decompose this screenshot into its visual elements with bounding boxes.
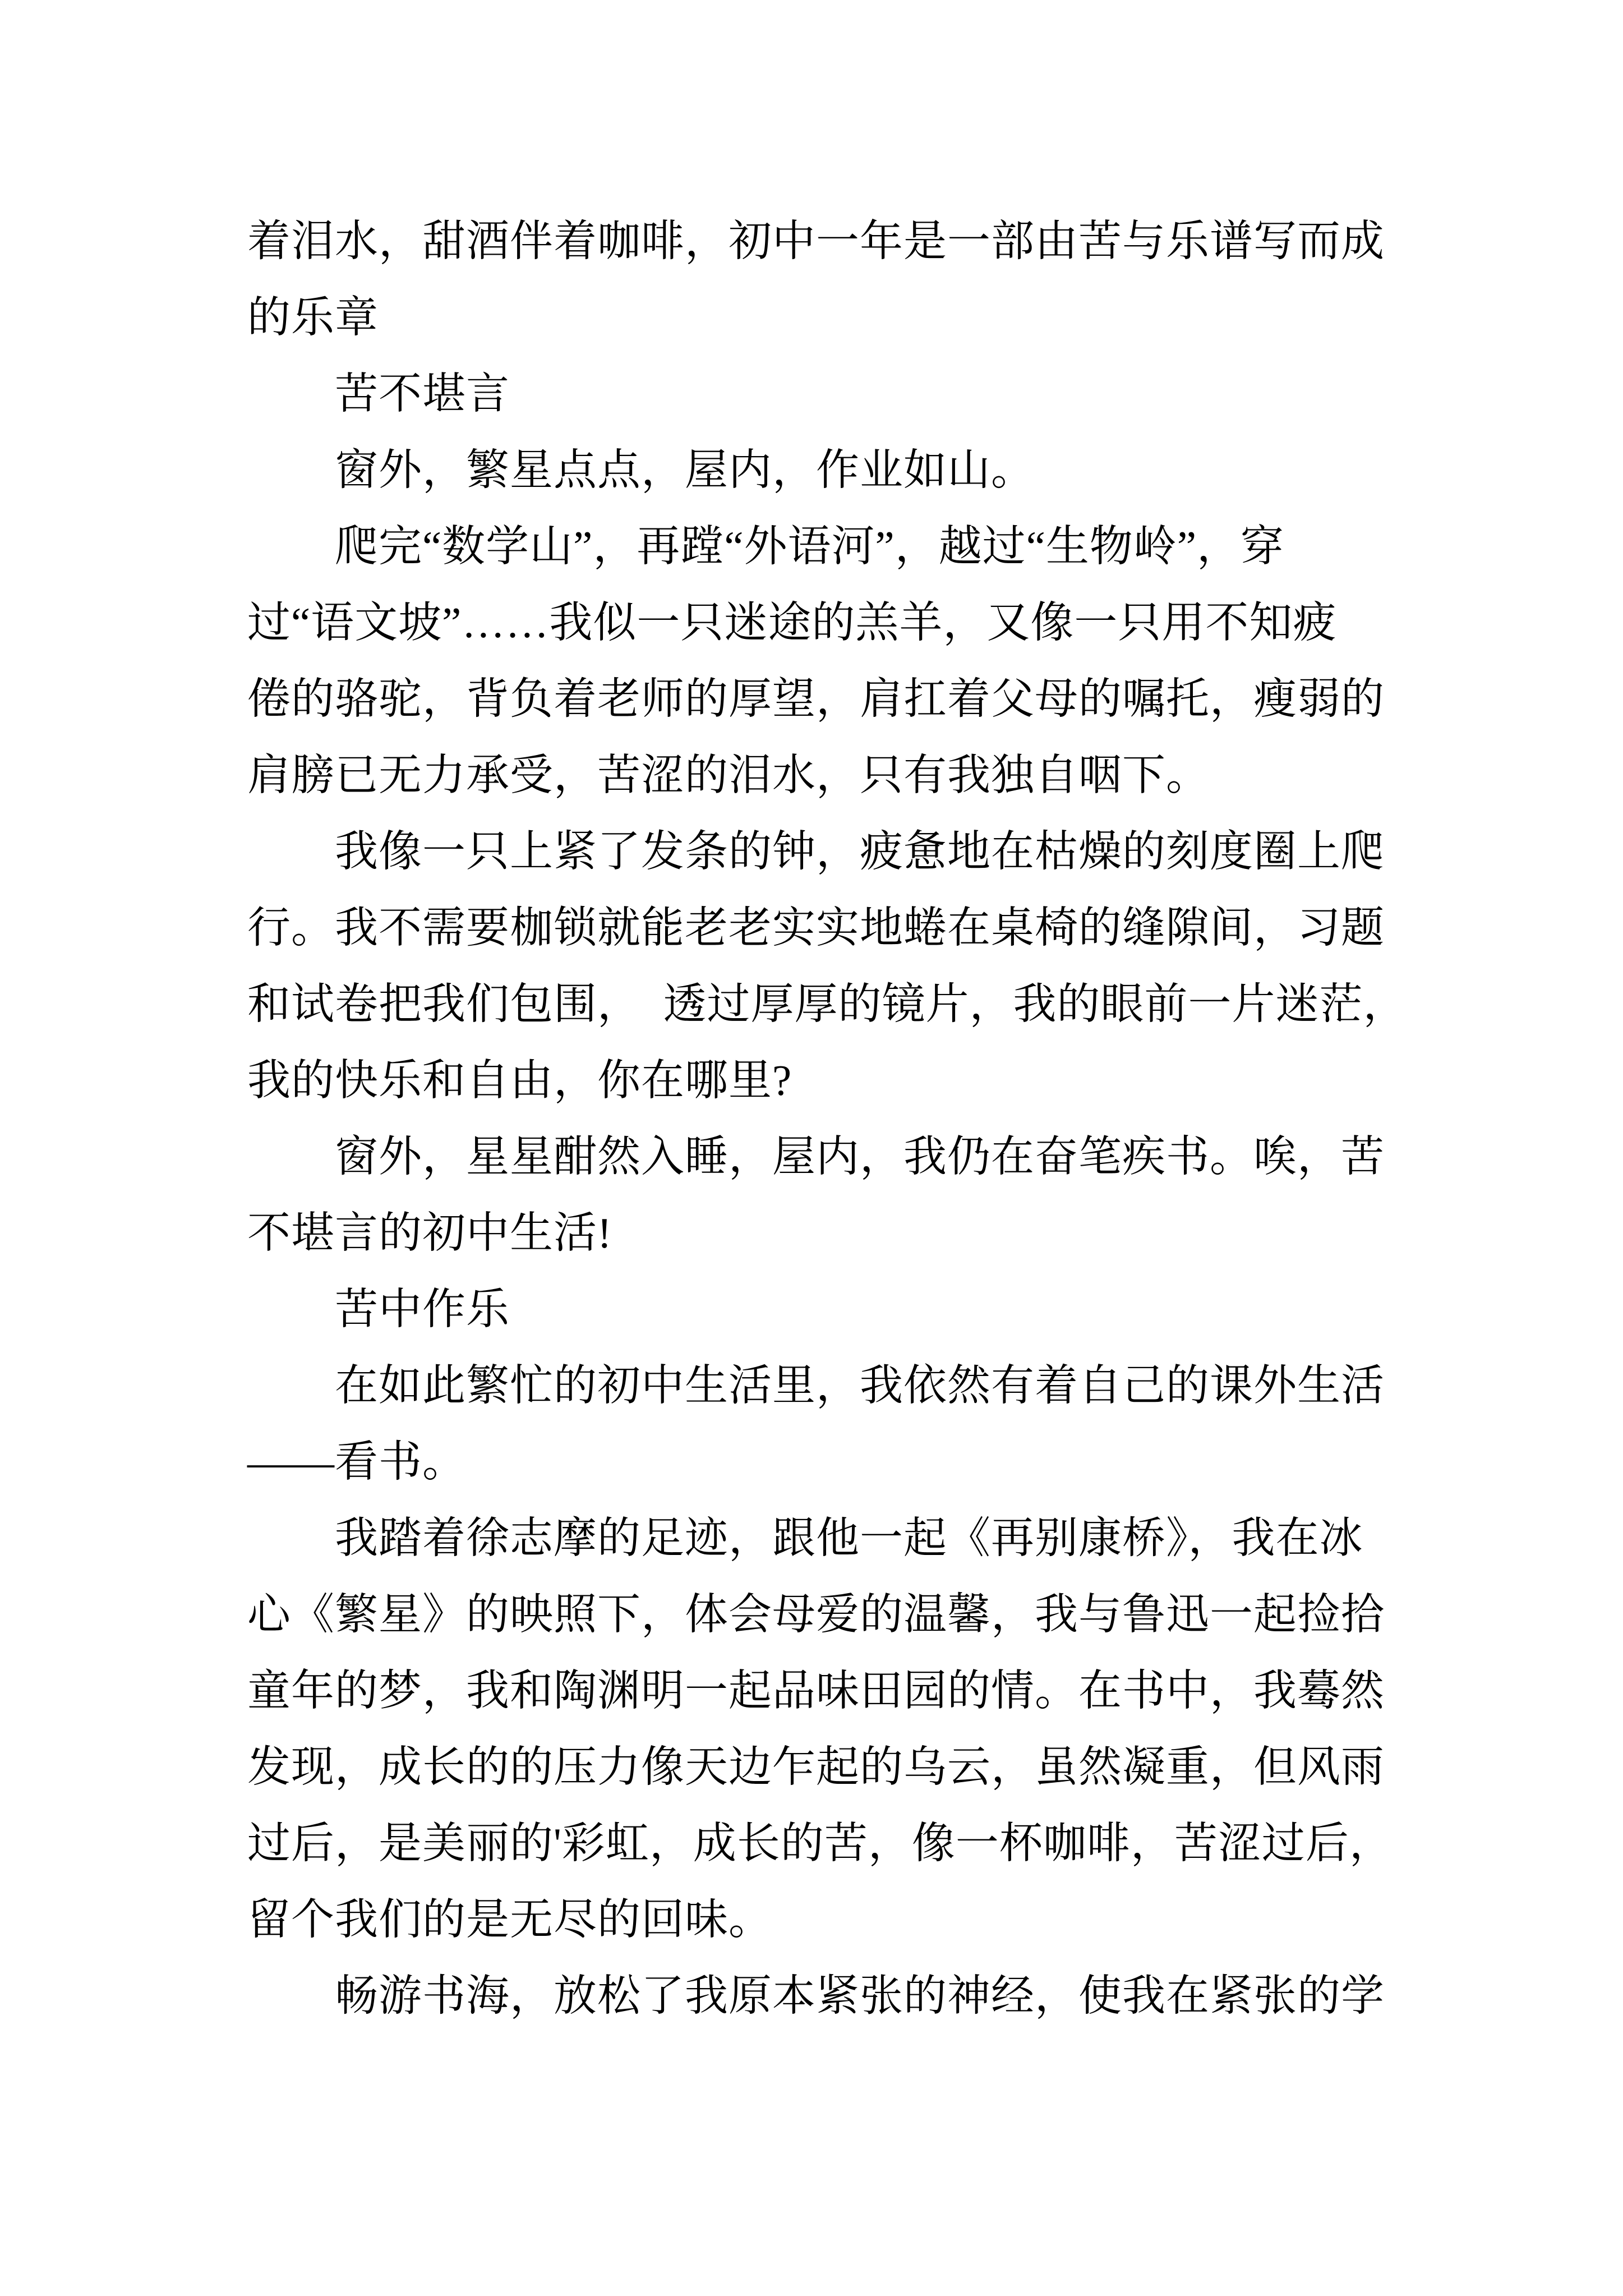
text-line: 我像一只上紧了发条的钟，疲惫地在枯燥的刻度圈上爬 [335, 827, 1385, 876]
text-line: 苦不堪言 [335, 370, 510, 418]
text-line: 苦中作乐 [335, 1285, 510, 1333]
text-line: ——看书。 [247, 1438, 466, 1486]
text-line: 我踏着徐志摩的足迹，跟他一起《再别康桥》，我在冰 [335, 1514, 1363, 1562]
text-line: 倦的骆驼，背负着老师的厚望，肩扛着父母的嘱托，瘦弱的 [247, 675, 1385, 723]
text-line: 留个我们的是无尽的回味。 [247, 1895, 772, 1944]
essay-text-block [247, 203, 1459, 2034]
text-line: 和试卷把我们包围， 透过厚厚的镜片，我的眼前一片迷茫， [247, 980, 1407, 1028]
text-line: 窗外，星星酣然入睡，屋内，我仍在奋笔疾书。唉，苦 [335, 1133, 1385, 1181]
text-line: 窗外，繁星点点，屋内，作业如山。 [335, 446, 1035, 494]
text-line: 行。我不需要枷锁就能老老实实地蜷在桌椅的缝隙间，习题 [247, 904, 1385, 952]
text-line: 童年的梦，我和陶渊明一起品味田园的情。在书中，我蓦然 [247, 1667, 1385, 1715]
text-line: 着泪水，甜酒伴着咖啡，初中一年是一部由苦与乐谱写而成 [247, 217, 1385, 265]
text-line: 过“语文坡”……我似一只迷途的羔羊，又像一只用不知疲 [247, 599, 1337, 647]
text-line: 心《繁星》的映照下，体会母爱的温馨，我与鲁迅一起捡拾 [247, 1590, 1385, 1639]
text-line: 肩膀已无力承受，苦涩的泪水，只有我独自咽下。 [247, 751, 1210, 799]
text-line: 畅游书海，放松了我原本紧张的神经，使我在紧张的学 [335, 1972, 1385, 2020]
text-line: 爬完“数学山”，再蹚“外语河”，越过“生物岭”，穿 [335, 522, 1285, 570]
text-line: 不堪言的初中生活! [247, 1209, 612, 1257]
text-line: 过后，是美丽的'彩虹，成长的苦，像一杯咖啡，苦涩过后， [247, 1819, 1393, 1867]
text-line: 我的快乐和自由，你在哪里? [247, 1056, 792, 1105]
text-line: 的乐章 [247, 293, 379, 342]
text-line: 发现，成长的的压力像天边乍起的乌云，虽然凝重，但风雨 [247, 1743, 1385, 1791]
text-line: 在如此繁忙的初中生活里，我依然有着自己的课外生活 [335, 1361, 1385, 1410]
